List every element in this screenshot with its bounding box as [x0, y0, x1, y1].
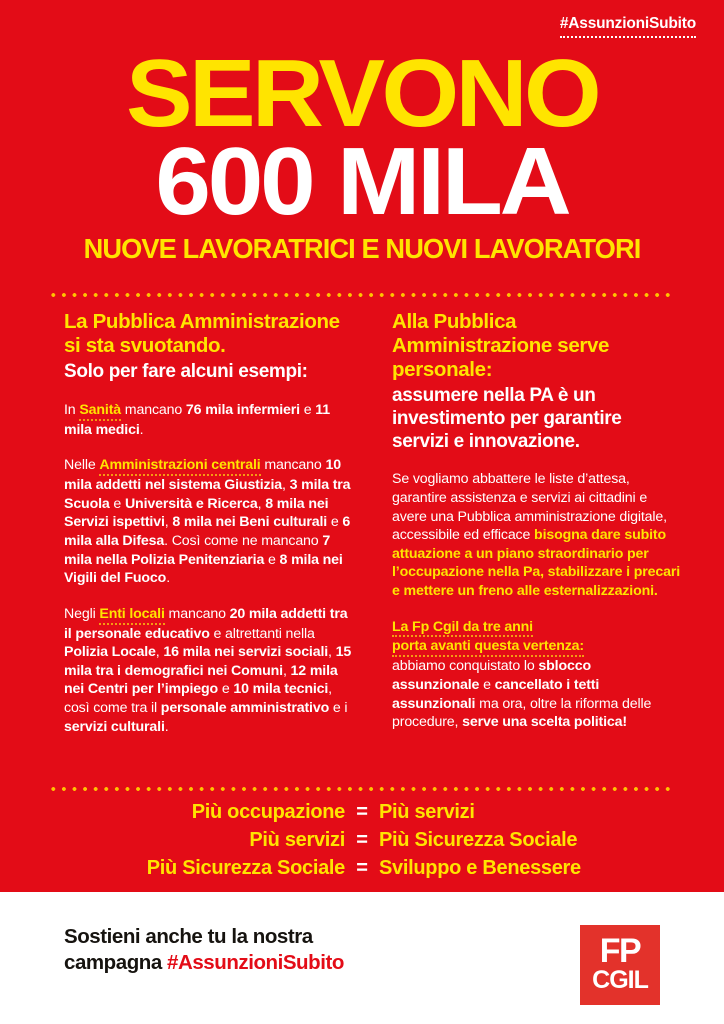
equation-right-term: Più servizi: [379, 801, 475, 823]
highlight-amministrazioni-centrali: Amministrazioni centrali: [99, 458, 260, 476]
text-lead: Negli: [64, 605, 100, 622]
bold-frag: Università e Ricerca: [124, 495, 258, 512]
footer-line-1: Sostieni anche tu la nostra: [64, 925, 313, 948]
bold-frag: Polizia Locale: [64, 644, 156, 661]
text-frag: . Così come ne mancano: [164, 532, 323, 549]
fp-cgil-logo: [580, 925, 660, 1005]
text-frag: ,: [328, 644, 336, 661]
left-paragraph-sanita: [64, 401, 352, 440]
text-frag: e: [264, 551, 280, 568]
headline-block: [0, 40, 724, 264]
equation-row: [40, 856, 684, 881]
equation-left-term: Più servizi: [249, 829, 345, 851]
top-hashtag: #AssunzioniSubito: [560, 16, 696, 38]
text-frag: e: [109, 495, 125, 512]
bold-frag: 20 mila addetti tra il personale educativo: [64, 605, 348, 642]
dotted-divider-top: [48, 292, 676, 298]
left-paragraph-enti-locali: [64, 605, 352, 736]
left-paragraph-amministrazioni: [64, 456, 352, 587]
bold-frag: 8 mila nei Vigili del Fuoco: [64, 551, 343, 587]
left-column-heading: La Pubblica Amministrazione si sta svuotando.: [64, 310, 340, 357]
text-lead: Nelle: [64, 457, 100, 474]
bold-frag: 11 mila medici: [64, 401, 330, 438]
text-frag: abbiamo conquistato lo: [392, 658, 539, 675]
highlight-enti-locali: Enti locali: [99, 607, 164, 625]
text-frag: ,: [155, 644, 164, 661]
bold-frag: 10 mila addetti nel sistema Giustizia: [64, 457, 341, 494]
dotted-divider-bottom: [48, 786, 676, 792]
headline-line-3: NUOVE LAVORATRICI E NUOVI LAVORATORI: [83, 232, 641, 264]
equation-right-term: Più Sicurezza Sociale: [379, 829, 578, 851]
bold-frag: 6 mila alla Difesa: [64, 514, 351, 549]
text-frag: mancano: [121, 401, 186, 418]
right-paragraph-investimento: [392, 470, 680, 600]
left-column: [64, 310, 352, 736]
bold-frag: 76 mila infermieri: [185, 401, 300, 418]
bold-frag: cancellato i tetti assunzionali: [392, 676, 600, 712]
bold-frag: sblocco assunzionale: [392, 658, 591, 693]
footer-line-2-prefix: campagna: [64, 950, 168, 974]
highlight-sanita: Sanità: [79, 403, 121, 421]
bold-frag: 15 mila tra i demografici nei Comuni: [64, 644, 352, 679]
headline-line-1: SERVONO: [125, 40, 598, 147]
equations-block: [0, 800, 724, 881]
equation-left-term: Più Sicurezza Sociale: [146, 857, 345, 879]
equals-sign-icon: =: [356, 857, 368, 879]
text-frag: Se vogliamo abbattere le liste d’attesa, garantire assistenza e servizi ai cittadini e avere una Pubblica amministrazione digitale, accessibile ed efficace: [392, 471, 667, 544]
bold-frag: 7 mila nella Polizia Penitenziaria: [64, 532, 331, 568]
text-frag: mancano: [164, 605, 230, 622]
text-frag: e altrettanti nella: [209, 625, 315, 642]
equals-sign-icon: =: [356, 801, 368, 823]
logo-fp-text: FP: [599, 932, 641, 971]
yellow-emphasis-piano-straordinario: bisogna dare subito attuazione a un piano straordinario per l’occupazione nella Pa, stabilizzare i precari e mettere un freno alle esternalizzazioni: [392, 527, 680, 599]
bold-frag: 8 mila nei Beni culturali: [172, 514, 328, 531]
text-frag: ,: [282, 662, 291, 679]
text-frag: ma ora, oltre la riforma delle procedure,: [392, 695, 652, 731]
footer-call-to-action: [64, 924, 344, 976]
text-frag: .: [139, 421, 144, 438]
right-column: [392, 310, 680, 736]
text-frag: e: [299, 401, 316, 418]
equals-sign-icon: =: [356, 829, 368, 851]
text-frag: e: [479, 676, 495, 693]
text-lead: In: [64, 401, 80, 418]
equation-row: [40, 828, 684, 853]
highlight-fpcgil-line1: La Fp Cgil da tre anni: [392, 620, 533, 638]
bold-frag: 16 mila nei servizi sociali: [163, 644, 329, 661]
left-column-subheading: Solo per fare alcuni esempi:: [64, 360, 308, 382]
bold-frag: serve una scelta politica!: [462, 714, 627, 731]
right-paragraph-vertenza: [392, 618, 680, 732]
bold-frag: personale amministrativo: [160, 700, 330, 717]
equation-left-term: Più occupazione: [191, 801, 345, 823]
bold-frag: 3 mila tra Scuola: [64, 477, 351, 512]
text-frag: ,: [164, 514, 173, 531]
text-frag: mancano: [260, 457, 326, 474]
logo-cgil-text: CGIL: [592, 966, 648, 995]
bold-frag: 10 mila tecnici: [233, 681, 329, 698]
text-frag: ,: [257, 495, 266, 512]
headline-line-2: 600 MILA: [155, 128, 569, 236]
text-frag: e i: [329, 700, 348, 717]
text-frag: .: [653, 582, 658, 599]
text-frag: e: [327, 514, 343, 531]
bold-frag: 8 mila nei Servizi ispettivi: [64, 495, 329, 531]
text-frag: , così come tra il: [64, 681, 332, 717]
right-column-heading: Alla Pubblica Amministrazione serve personale:: [392, 310, 610, 381]
content-columns: [0, 310, 724, 736]
highlight-fpcgil-line2: porta avanti questa vertenza:: [392, 639, 584, 657]
text-frag: ,: [282, 477, 290, 494]
bold-frag: servizi culturali: [64, 718, 165, 735]
text-frag: .: [166, 570, 170, 587]
equation-right-term: Sviluppo e Benessere: [379, 857, 581, 879]
bold-frag: 12 mila nei Centri per l’impiego: [64, 662, 338, 698]
text-frag: e: [218, 681, 234, 698]
footer-hashtag: #AssunzioniSubito: [167, 950, 344, 974]
equation-row: [40, 800, 684, 825]
right-column-subheading: assumere nella PA è un investimento per garantire servizi e innovazione.: [392, 384, 622, 452]
text-frag: .: [164, 718, 169, 735]
